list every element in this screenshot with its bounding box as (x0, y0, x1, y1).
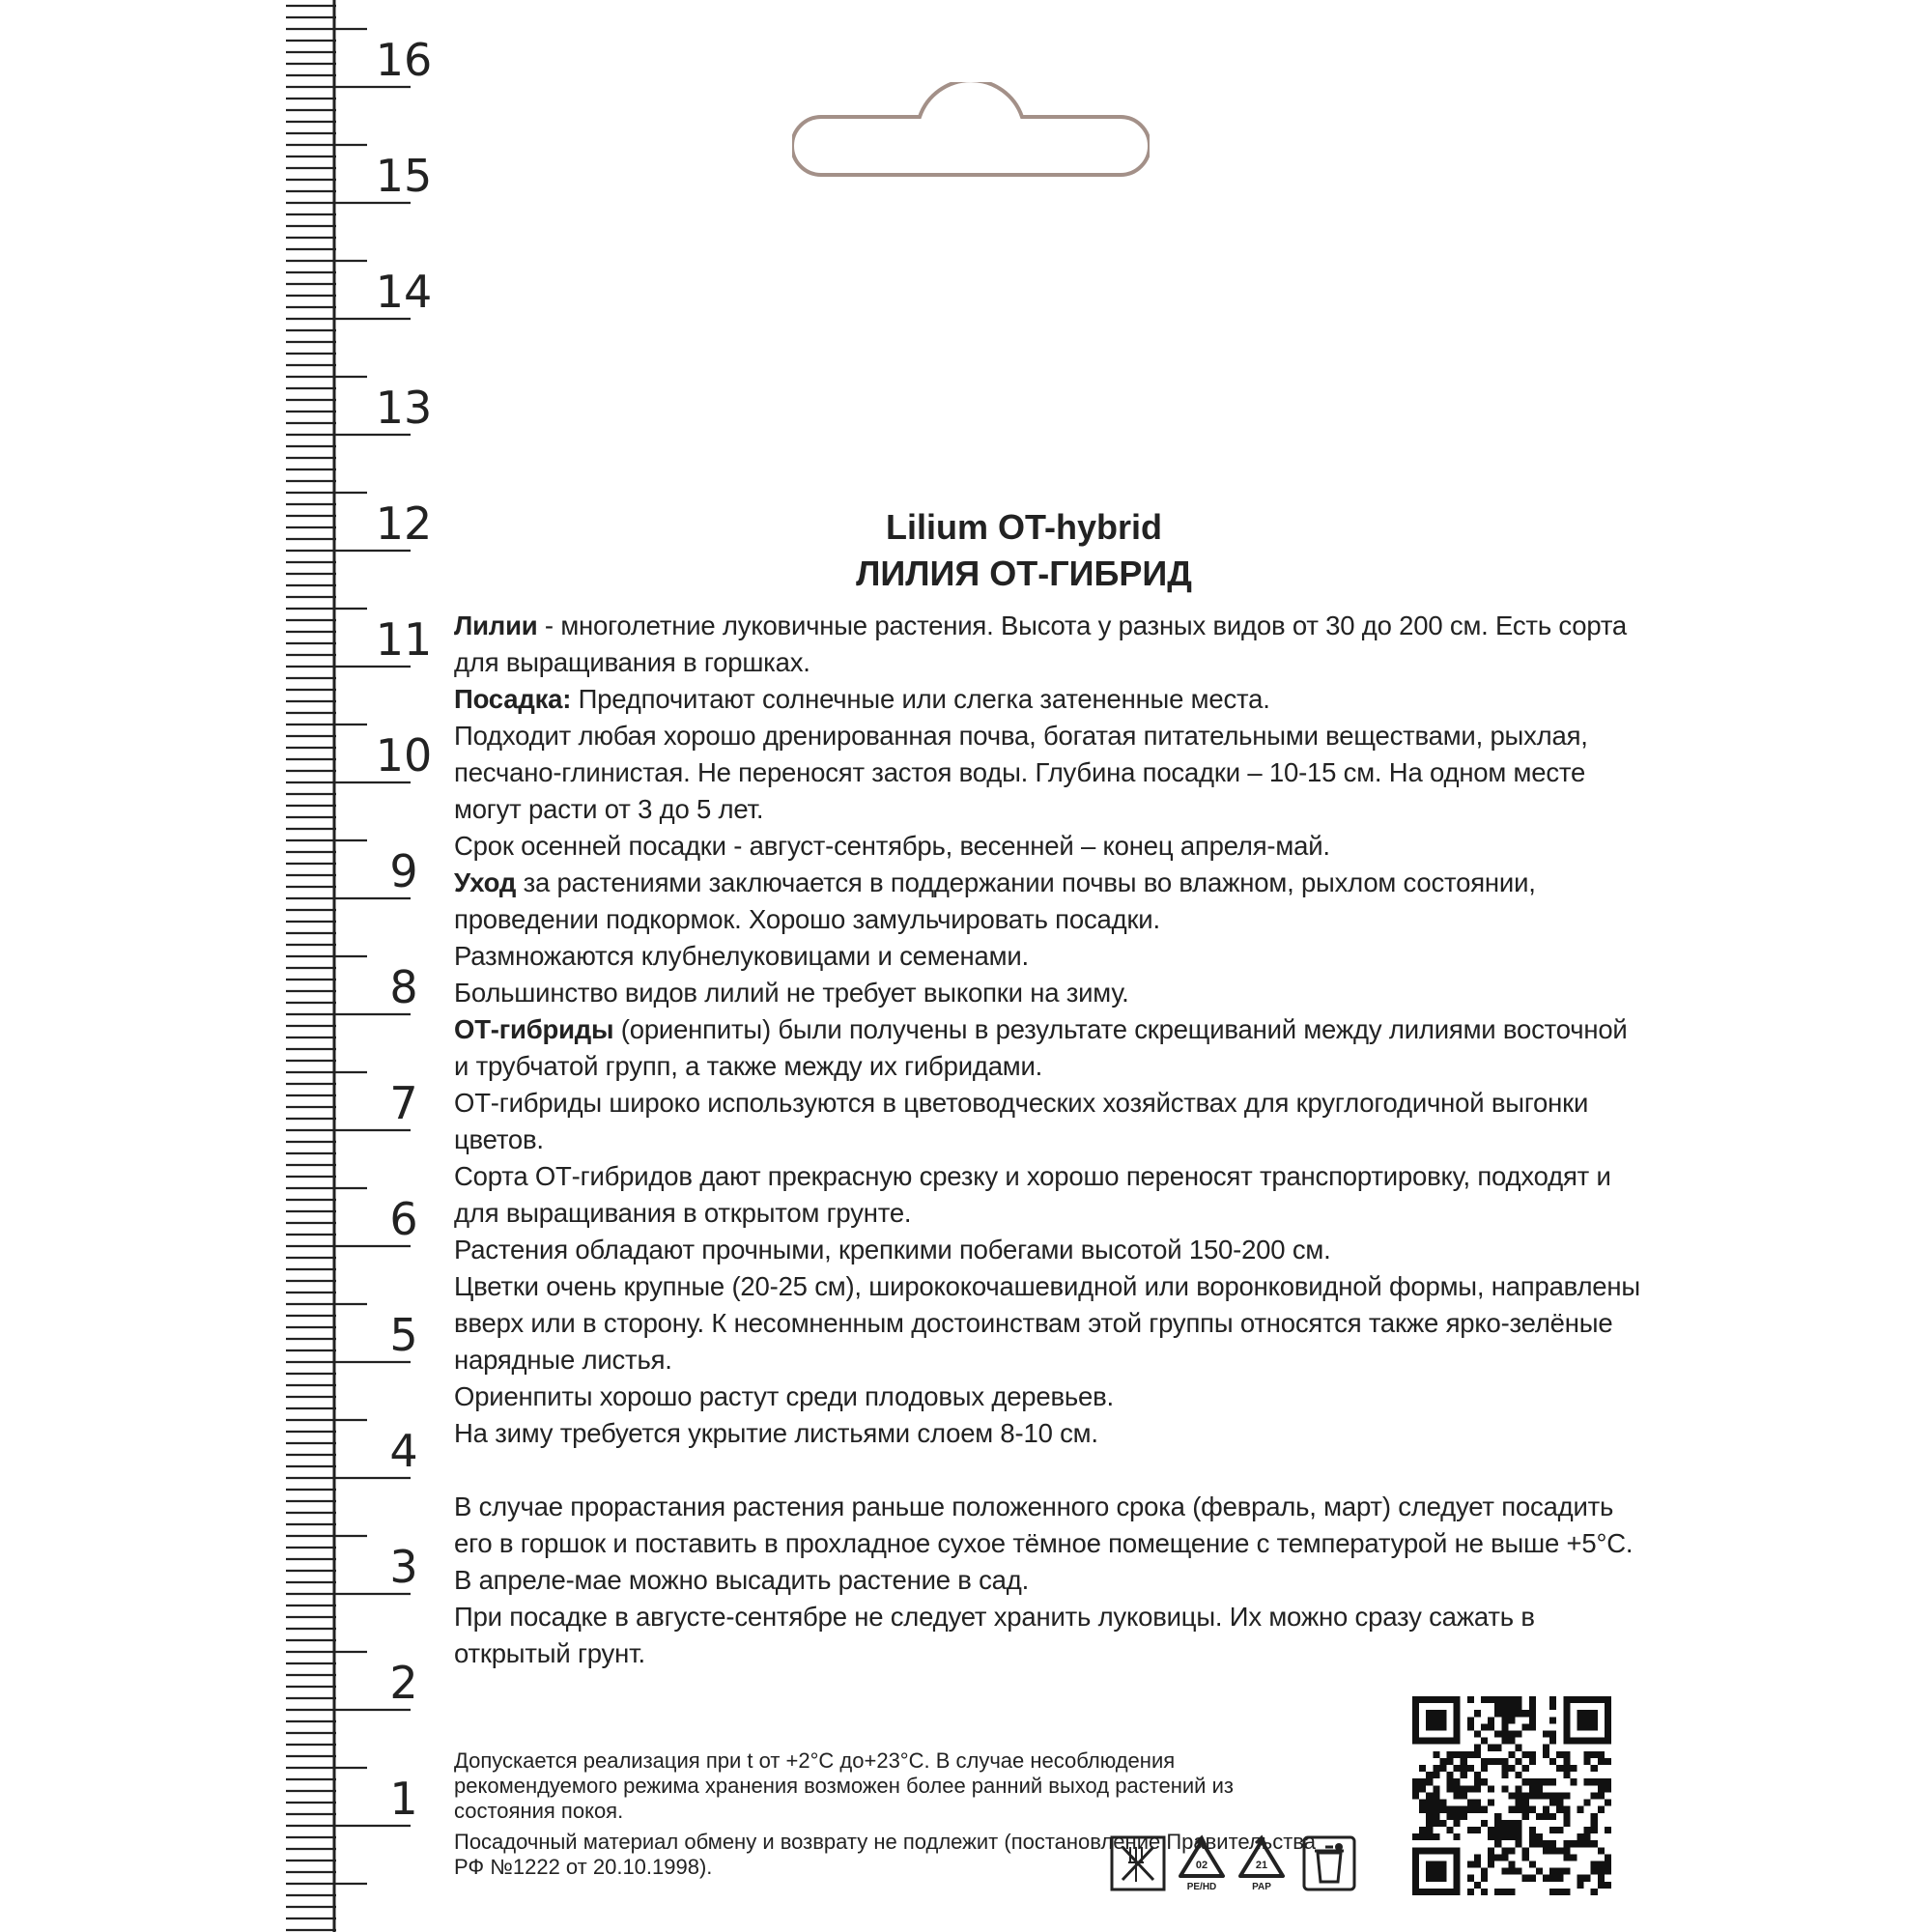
paragraph-text: (ориенпиты) были получены в результате скрещиваний между лилиями восточной и трубчатой групп, а также между их гибридами. (454, 1014, 1628, 1081)
ruler-label: 15 (375, 150, 433, 202)
description-paragraph (454, 1268, 1642, 1378)
ruler-label: 1 (389, 1773, 418, 1825)
description-paragraph (454, 1232, 1642, 1268)
ruler-label: 3 (389, 1541, 418, 1593)
paragraph-text: Ориенпиты хорошо растут среди плодовых деревьев. (454, 1381, 1114, 1411)
description-paragraph (454, 718, 1642, 828)
product-description (454, 507, 1642, 1672)
pehd-code: 02 (1195, 1860, 1208, 1871)
recycle-pehd-icon (1180, 1837, 1223, 1892)
paragraph-lead: ОТ-гибриды (454, 1014, 614, 1044)
ruler-label: 13 (375, 382, 433, 434)
ruler-label: 8 (389, 961, 418, 1013)
paragraph-gap (454, 1452, 1642, 1489)
paragraph-text: - многолетние луковичные растения. Высота у разных видов от 30 до 200 см. Есть сорта для выращивания в горшках. (454, 611, 1628, 677)
paragraph-text: за растениями заключается в поддержании почвы во влажном, рыхлом состоянии, проведении подкормок. Хорошо замульчировать посадки. (454, 867, 1536, 934)
paragraph-text: Срок осенней посадки - август-сентябрь, весенней – конец апреля-май. (454, 831, 1330, 861)
paragraph-lead: Уход (454, 867, 517, 897)
paragraph-text: Предпочитают солнечные или слегка затененные места. (571, 684, 1270, 714)
paragraph-lead: Лилии (454, 611, 538, 640)
ruler-label: 14 (375, 266, 433, 318)
ruler-label: 6 (389, 1193, 418, 1245)
paragraph-lead: Посадка: (454, 684, 572, 714)
no-food-contact-icon (1112, 1837, 1164, 1889)
ruler-label: 16 (375, 34, 433, 86)
paragraph-text: Большинство видов лилий не требует выкопки на зиму. (454, 978, 1129, 1008)
paragraph-text: Растения обладают прочными, крепкими побегами высотой 150-200 см. (454, 1235, 1331, 1264)
ruler-label: 12 (375, 497, 433, 550)
trash-bin-icon (1304, 1837, 1354, 1889)
pehd-label: PE/HD (1186, 1882, 1217, 1892)
description-paragraph (454, 1085, 1642, 1158)
care-paragraph: В случае прорастания растения раньше положенного срока (февраль, март) следует посадить его в горшок и поставить в прохладное сухое тёмное помещение с температурой не выше +5°С. (454, 1492, 1634, 1558)
description-paragraph (454, 608, 1642, 681)
paragraph-text: Сорта ОТ-гибридов дают прекрасную срезку и хорошо переносят транспортировку, подходят и для выращивания в открытом грунте. (454, 1161, 1611, 1228)
ruler-label: 2 (389, 1657, 418, 1709)
description-paragraph (454, 1158, 1642, 1232)
ruler (0, 0, 444, 1932)
storage-temperature-note: Допускается реализация при t от +2°С до+23°С. В случае несоблюдения рекомендуемого режима хранения возможен более ранний выход растений из состояния покоя. (454, 1748, 1234, 1823)
ruler-label: 9 (389, 845, 418, 897)
paragraph-text: На зиму требуется укрытие листьями слоем 8-10 см. (454, 1418, 1098, 1448)
paragraph-text: Цветки очень крупные (20-25 см), ширококочашевидной или воронковидной формы, направлены вверх или в сторону. К несомненным достоинствам этой группы относятся также ярко-зелёные нарядные листья. (454, 1271, 1640, 1375)
description-paragraph (454, 828, 1642, 865)
description-paragraph (454, 1415, 1642, 1452)
return-policy-note: Посадочный материал обмену и возврату не подлежит (постановление Правительства РФ №1222 от 20.10.1998). (454, 1830, 1316, 1879)
paragraph-text: ОТ-гибриды широко используются в цветоводческих хозяйствах для круглогодичной выгонки цветов. (454, 1088, 1589, 1154)
description-paragraph (454, 1378, 1642, 1415)
description-paragraph (454, 975, 1642, 1011)
qr-code-icon (1412, 1696, 1611, 1895)
ruler-label: 10 (375, 729, 433, 781)
description-paragraph (454, 1011, 1642, 1085)
pap-code: 21 (1255, 1860, 1268, 1871)
pap-label: PAP (1252, 1882, 1271, 1892)
ruler-label: 7 (389, 1077, 418, 1129)
ruler-label: 5 (389, 1309, 418, 1361)
description-paragraph (454, 938, 1642, 975)
recycle-pap-icon (1240, 1837, 1283, 1892)
care-paragraph: В апреле-мае можно высадить растение в сад. (454, 1565, 1030, 1595)
packaging-icons (1109, 1833, 1372, 1893)
description-paragraph (454, 681, 1642, 718)
paragraph-text: Подходит любая хорошо дренированная почва, богатая питательными веществами, рыхлая, песчано-глинистая. Не переносят застоя воды. Глубина посадки – 10-15 см. На одном месте могут расти от 3 до 5 лет. (454, 721, 1588, 824)
description-paragraph (454, 865, 1642, 938)
title-russian: ЛИЛИЯ ОТ-ГИБРИД (856, 554, 1192, 593)
hang-slot-icon (792, 82, 1150, 179)
care-paragraph: При посадке в августе-сентябре не следует хранить луковицы. Их можно сразу сажать в открытый грунт. (454, 1602, 1535, 1668)
description-body (454, 608, 1642, 1672)
paragraph-text: Размножаются клубнелуковицами и семенами. (454, 941, 1029, 971)
title-latin: Lilium OT-hybrid (886, 507, 1162, 547)
ruler-label: 11 (375, 613, 433, 666)
ruler-label: 4 (389, 1425, 418, 1477)
